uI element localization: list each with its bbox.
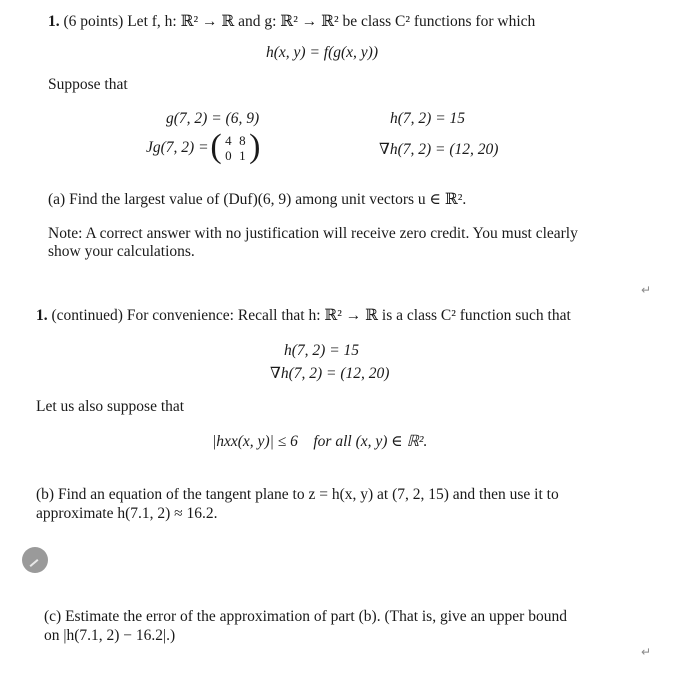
composition-equation: h(x, y) = f(g(x, y))	[266, 44, 379, 61]
problem1-number: 1.	[48, 13, 60, 30]
part-c-line-1: (c) Estimate the error of the approximation of part (b). (That is, give an upper bound	[44, 608, 567, 625]
h-value: h(7, 2) = 15	[390, 110, 466, 127]
problem1-intro-text: (6 points) Let f, h: ℝ² → ℝ and g: ℝ² → ℝ² be class C² functions for which	[63, 13, 536, 30]
avatar[interactable]	[22, 547, 48, 573]
problem1-cont-intro	[36, 306, 571, 325]
cont-h-value: h(7, 2) = 15	[284, 342, 360, 359]
part-b-line-1: (b) Find an equation of the tangent plane to z = h(x, y) at (7, 2, 15) and then use it to	[36, 486, 559, 503]
jacobian-label: Jg(7, 2) =	[146, 139, 209, 156]
problem1-cont-number: 1.	[36, 307, 48, 324]
matrix-right-paren: )	[249, 128, 261, 165]
note-line-1: Note: A correct answer with no justification will receive zero credit. You must clearly	[48, 225, 578, 242]
cont-gradient-value: ∇h(7, 2) = (12, 20)	[270, 365, 390, 382]
matrix-row-2	[221, 148, 249, 163]
suppose-text: Suppose that	[48, 76, 128, 93]
jacobian	[146, 128, 261, 165]
matrix-cell: 4	[225, 133, 232, 148]
gradient-value: ∇h(7, 2) = (12, 20)	[379, 141, 499, 158]
part-b-line-2: approximate h(7.1, 2) ≈ 16.2.	[36, 505, 218, 522]
matrix-cell: 8	[239, 133, 246, 148]
note-line-2: show your calculations.	[48, 243, 195, 260]
matrix-cell: 1	[239, 148, 246, 163]
problem1-intro	[48, 12, 535, 31]
matrix-cell: 0	[225, 148, 232, 163]
matrix-left-paren: (	[210, 128, 222, 165]
return-mark-icon: ↵	[641, 283, 652, 297]
jacobian-matrix	[210, 128, 261, 165]
hxx-bound: |hxx(x, y)| ≤ 6 for all (x, y) ∈ ℝ².	[212, 433, 428, 450]
return-mark-icon: ↵	[641, 645, 652, 659]
g-value: g(7, 2) = (6, 9)	[166, 110, 260, 127]
also-suppose-text: Let us also suppose that	[36, 398, 185, 415]
part-a-question: (a) Find the largest value of (Duf)(6, 9) among unit vectors u ∈ ℝ².	[48, 191, 467, 208]
matrix-row-1	[221, 133, 249, 148]
problem1-cont-intro-text: (continued) For convenience: Recall that h: ℝ² → ℝ is a class C² function such that	[51, 307, 571, 324]
part-c-line-2: on |h(7.1, 2) − 16.2|.)	[44, 627, 176, 644]
